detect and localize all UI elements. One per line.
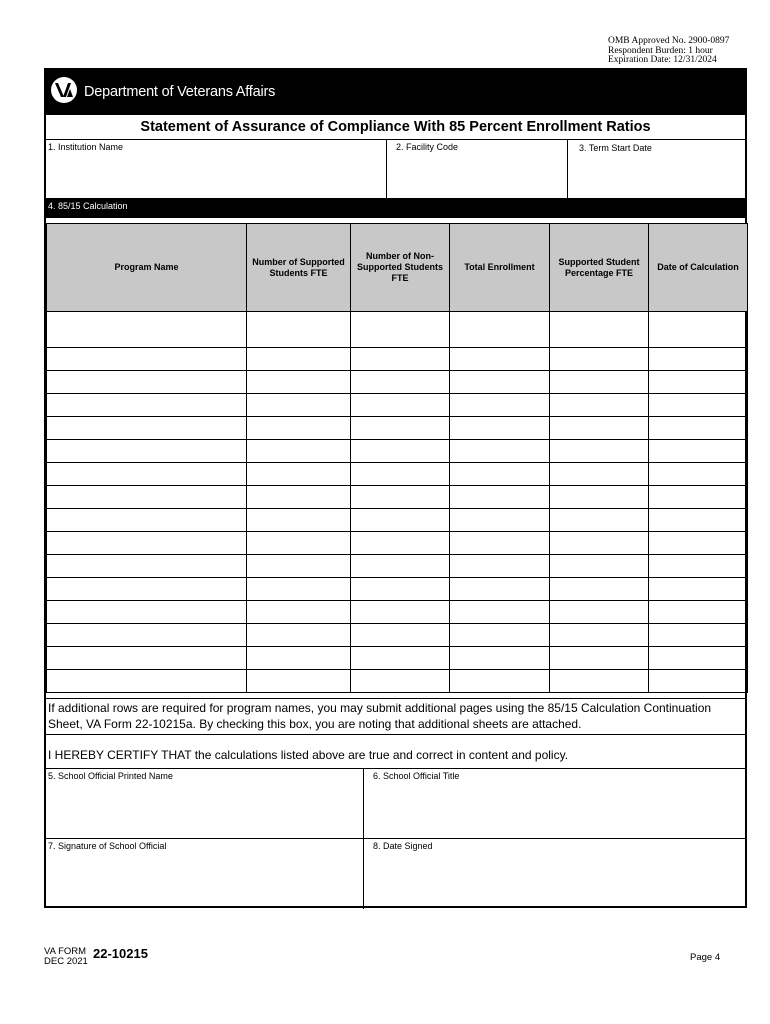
table-row	[47, 532, 748, 555]
table-row	[47, 371, 748, 394]
column-header: Date of Calculation	[649, 224, 748, 312]
table-cell[interactable]	[47, 509, 247, 532]
table-cell[interactable]	[450, 647, 550, 670]
institution-info-row	[46, 140, 745, 198]
table-cell[interactable]	[550, 417, 649, 440]
table-row	[47, 555, 748, 578]
table-cell[interactable]	[649, 624, 748, 647]
table-cell[interactable]	[450, 348, 550, 371]
table-cell[interactable]	[47, 624, 247, 647]
table-row	[47, 348, 748, 371]
table-cell[interactable]	[247, 417, 351, 440]
table-cell[interactable]	[550, 509, 649, 532]
table-row	[47, 670, 748, 693]
table-cell[interactable]	[450, 624, 550, 647]
table-cell[interactable]	[351, 532, 450, 555]
form-number: 22-10215	[93, 946, 148, 961]
table-cell[interactable]	[247, 532, 351, 555]
signature-section	[46, 768, 745, 909]
official-title-field[interactable]: 6. School Official Title	[373, 771, 460, 781]
divider	[46, 838, 745, 839]
table-cell[interactable]	[550, 486, 649, 509]
table-row	[47, 624, 748, 647]
omb-approval: OMB Approved No. 2900-0897	[608, 36, 730, 46]
table-cell[interactable]	[247, 463, 351, 486]
table-cell[interactable]	[351, 647, 450, 670]
table-cell[interactable]	[247, 371, 351, 394]
table-cell[interactable]	[450, 371, 550, 394]
page-number: Page 4	[690, 952, 721, 963]
table-cell[interactable]	[649, 578, 748, 601]
table-cell[interactable]	[450, 601, 550, 624]
table-cell[interactable]	[450, 578, 550, 601]
table-cell[interactable]	[247, 624, 351, 647]
table-cell[interactable]	[649, 463, 748, 486]
table-cell[interactable]	[247, 348, 351, 371]
table-cell[interactable]	[351, 463, 450, 486]
table-cell[interactable]	[351, 578, 450, 601]
form-date: DEC 2021	[44, 956, 88, 967]
table-cell[interactable]	[649, 394, 748, 417]
table-row	[47, 417, 748, 440]
signature-field[interactable]: 7. Signature of School Official	[48, 841, 167, 851]
table-row	[47, 647, 748, 670]
table-cell[interactable]	[351, 509, 450, 532]
table-row	[47, 486, 748, 509]
table-cell[interactable]	[247, 486, 351, 509]
table-cell[interactable]	[47, 394, 247, 417]
table-row	[47, 509, 748, 532]
table-cell[interactable]	[351, 312, 450, 348]
term-start-date-field[interactable]: 3. Term Start Date	[579, 143, 652, 153]
table-cell[interactable]	[649, 601, 748, 624]
table-cell[interactable]	[47, 486, 247, 509]
table-cell[interactable]	[47, 601, 247, 624]
table-cell[interactable]	[649, 312, 748, 348]
table-cell[interactable]	[649, 555, 748, 578]
column-header: Total Enrollment	[450, 224, 550, 312]
table-row	[47, 601, 748, 624]
table-cell[interactable]	[47, 371, 247, 394]
table-cell[interactable]	[649, 532, 748, 555]
date-signed-field[interactable]: 8. Date Signed	[373, 841, 433, 851]
certification-statement: I HEREBY CERTIFY THAT the calculations listed above are true and correct in content and policy.	[48, 748, 569, 762]
printed-name-field[interactable]: 5. School Official Printed Name	[48, 771, 173, 781]
table-cell[interactable]	[550, 624, 649, 647]
table-cell[interactable]	[247, 440, 351, 463]
divider	[46, 734, 745, 735]
table-body	[47, 312, 748, 693]
table-cell[interactable]	[550, 647, 649, 670]
table-cell[interactable]	[450, 463, 550, 486]
calculation-table	[46, 223, 748, 693]
omb-burden: Respondent Burden: 1 hour	[608, 45, 713, 56]
table-cell[interactable]	[450, 509, 550, 532]
table-cell[interactable]	[247, 670, 351, 693]
divider	[363, 769, 364, 909]
table-cell[interactable]	[550, 670, 649, 693]
table-cell[interactable]	[351, 394, 450, 417]
table-cell[interactable]	[450, 486, 550, 509]
table-cell[interactable]	[47, 555, 247, 578]
table-cell[interactable]	[450, 440, 550, 463]
table-cell[interactable]	[550, 312, 649, 348]
column-header: Number of Supported Students FTE	[247, 224, 351, 312]
table-cell[interactable]	[47, 532, 247, 555]
institution-name-field[interactable]: 1. Institution Name	[48, 142, 124, 152]
table-row	[47, 312, 748, 348]
table-row	[47, 440, 748, 463]
header-bar	[46, 70, 745, 115]
omb-expiration: Expiration Date: 12/31/2024	[608, 55, 717, 65]
facility-code-field[interactable]: 2. Facility Code	[396, 142, 459, 152]
form-label: VA FORM	[44, 946, 87, 957]
table-cell[interactable]	[351, 371, 450, 394]
table-cell[interactable]	[649, 348, 748, 371]
table-cell[interactable]	[450, 312, 550, 348]
table-cell[interactable]	[351, 624, 450, 647]
table-cell[interactable]	[550, 371, 649, 394]
additional-sheets-note[interactable]: If additional rows are required for program names, you may submit additional pages using the 85/15 Calculation Continuation Sheet, VA Form 22-10215a. By checking this box, you are noting that additional sheets are attached.	[48, 701, 712, 731]
column-header: Supported Student Percentage FTE	[550, 224, 649, 312]
table-cell[interactable]	[47, 312, 247, 348]
table-cell[interactable]	[550, 532, 649, 555]
form-title: Statement of Assurance of Compliance With 85 Percent Enrollment Ratios	[46, 115, 745, 140]
table-cell[interactable]	[247, 509, 351, 532]
table-cell[interactable]	[550, 348, 649, 371]
column-header: Program Name	[47, 224, 247, 312]
table-cell[interactable]	[247, 601, 351, 624]
table-cell[interactable]	[351, 486, 450, 509]
table-cell[interactable]	[649, 509, 748, 532]
table-cell[interactable]	[649, 486, 748, 509]
table-cell[interactable]	[47, 417, 247, 440]
table-cell[interactable]	[550, 578, 649, 601]
table-cell[interactable]	[247, 555, 351, 578]
table-cell[interactable]	[649, 440, 748, 463]
table-cell[interactable]	[351, 670, 450, 693]
va-seal-icon	[50, 76, 78, 104]
form-id-block	[44, 947, 88, 967]
calculation-section-label: 4. 85/15 Calculation	[48, 201, 128, 211]
table-cell[interactable]	[649, 371, 748, 394]
table-cell[interactable]	[351, 440, 450, 463]
table-row	[47, 394, 748, 417]
calculation-section-bar	[46, 198, 745, 218]
department-name: Department of Veterans Affairs	[84, 84, 276, 100]
omb-info	[608, 37, 729, 66]
table-cell[interactable]	[247, 578, 351, 601]
table-cell[interactable]	[450, 394, 550, 417]
va-form	[44, 68, 747, 908]
table-cell[interactable]	[450, 532, 550, 555]
table-cell[interactable]	[450, 670, 550, 693]
table-cell[interactable]	[550, 555, 649, 578]
table-cell[interactable]	[649, 417, 748, 440]
table-cell[interactable]	[351, 555, 450, 578]
table-cell[interactable]	[247, 647, 351, 670]
table-cell[interactable]	[47, 647, 247, 670]
table-cell[interactable]	[550, 601, 649, 624]
table-cell[interactable]	[47, 578, 247, 601]
table-row	[47, 463, 748, 486]
column-header: Number of Non-Supported Students FTE	[351, 224, 450, 312]
table-cell[interactable]	[450, 555, 550, 578]
divider	[46, 698, 745, 699]
table-cell[interactable]	[247, 312, 351, 348]
divider	[567, 140, 568, 198]
table-cell[interactable]	[47, 440, 247, 463]
table-cell[interactable]	[649, 647, 748, 670]
table-cell[interactable]	[47, 348, 247, 371]
table-cell[interactable]	[649, 670, 748, 693]
table-cell[interactable]	[351, 348, 450, 371]
table-cell[interactable]	[351, 601, 450, 624]
table-cell[interactable]	[47, 463, 247, 486]
table-cell[interactable]	[550, 440, 649, 463]
table-cell[interactable]	[351, 417, 450, 440]
table-cell[interactable]	[550, 394, 649, 417]
table-row	[47, 578, 748, 601]
table-cell[interactable]	[550, 463, 649, 486]
table-cell[interactable]	[247, 394, 351, 417]
table-cell[interactable]	[47, 670, 247, 693]
divider	[386, 140, 387, 198]
table-header-row	[47, 224, 748, 312]
table-cell[interactable]	[450, 417, 550, 440]
